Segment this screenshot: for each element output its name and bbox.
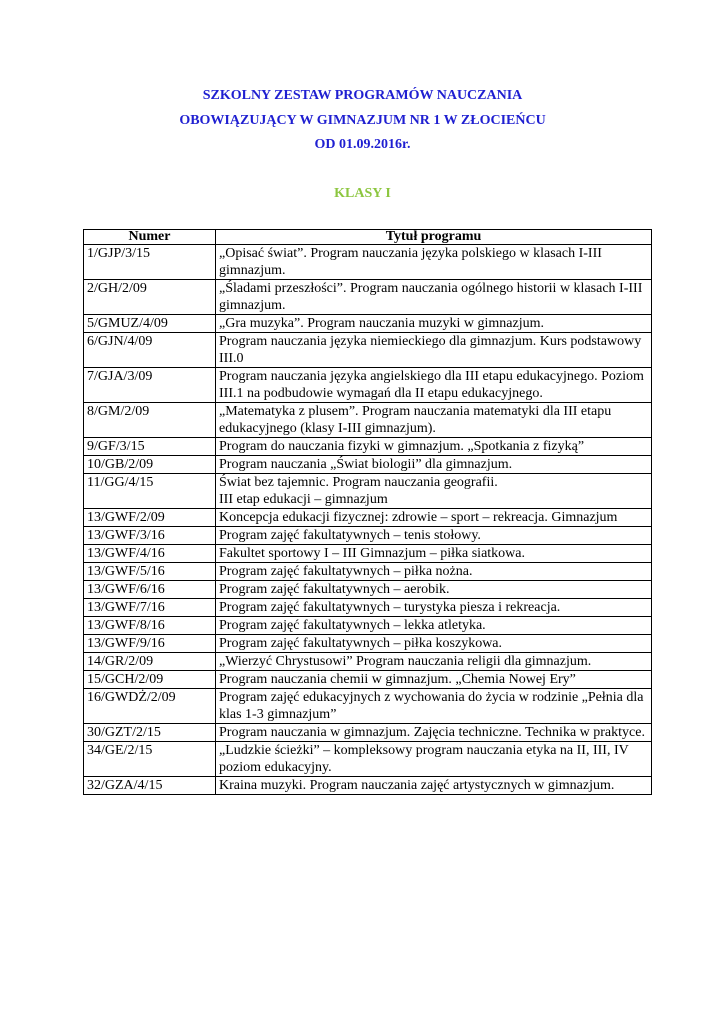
programs-table — [83, 229, 652, 795]
program-number-cell: 11/GG/4/15 — [84, 474, 216, 509]
table-row — [84, 438, 652, 456]
program-number-cell: 13/GWF/3/16 — [84, 527, 216, 545]
program-title-cell: Kraina muzyki. Program nauczania zajęć artystycznych w gimnazjum. — [216, 777, 652, 795]
program-title-cell: Program nauczania chemii w gimnazjum. „Chemia Nowej Ery” — [216, 671, 652, 689]
column-header-tytul: Tytuł programu — [216, 230, 652, 245]
program-title-cell: Program zajęć fakultatywnych – tenis stołowy. — [216, 527, 652, 545]
program-title-cell: Program zajęć fakultatywnych – turystyka piesza i rekreacja. — [216, 599, 652, 617]
program-number-cell: 13/GWF/5/16 — [84, 563, 216, 581]
program-number-cell: 6/GJN/4/09 — [84, 333, 216, 368]
program-title-cell: „Ludzkie ścieżki” – kompleksowy program nauczania etyka na II, III, IV poziom edukacyjny. — [216, 742, 652, 777]
program-number-cell: 9/GF/3/15 — [84, 438, 216, 456]
program-number-cell: 16/GWDŻ/2/09 — [84, 689, 216, 724]
table-row — [84, 581, 652, 599]
column-header-numer: Numer — [84, 230, 216, 245]
program-title-cell: Program zajęć edukacyjnych z wychowania do życia w rodzinie „Pełnia dla klas 1-3 gimnazjum” — [216, 689, 652, 724]
program-title-cell: Program zajęć fakultatywnych – lekka atletyka. — [216, 617, 652, 635]
document-title-line-1: SZKOLNY ZESTAW PROGRAMÓW NAUCZANIA — [202, 88, 523, 103]
table-row — [84, 403, 652, 438]
table-row — [84, 635, 652, 653]
program-title-cell: „Śladami przeszłości”. Program nauczania ogólnego historii w klasach I-III gimnazjum. — [216, 280, 652, 315]
program-number-cell: 13/GWF/8/16 — [84, 617, 216, 635]
table-row — [84, 742, 652, 777]
table-row — [84, 724, 652, 742]
program-number-cell: 13/GWF/2/09 — [84, 509, 216, 527]
program-title-cell: „Matematyka z plusem”. Program nauczania matematyki dla III etapu edukacyjnego (klasy I-III gimnazjum). — [216, 403, 652, 438]
table-row — [84, 474, 652, 509]
table-row — [84, 527, 652, 545]
table-row — [84, 545, 652, 563]
program-number-cell: 13/GWF/9/16 — [84, 635, 216, 653]
program-title-cell: Program zajęć fakultatywnych – piłka koszykowa. — [216, 635, 652, 653]
section-heading-klasy-i: KLASY I — [334, 186, 391, 201]
table-row — [84, 671, 652, 689]
document-title-line-2: OBOWIĄZUJĄCY W GIMNAZJUM NR 1 W ZŁOCIEŃCU — [179, 113, 546, 128]
table-row — [84, 689, 652, 724]
table-row — [84, 509, 652, 527]
table-header-row — [84, 230, 652, 245]
document-title-date: OD 01.09.2016r. — [314, 137, 411, 152]
program-number-cell: 14/GR/2/09 — [84, 653, 216, 671]
program-title-cell: Program zajęć fakultatywnych – piłka nożna. — [216, 563, 652, 581]
program-title-cell: „Opisać świat”. Program nauczania języka polskiego w klasach I-III gimnazjum. — [216, 245, 652, 280]
program-title-cell: Program zajęć fakultatywnych – aerobik. — [216, 581, 652, 599]
table-row — [84, 617, 652, 635]
program-title-cell: Program nauczania języka niemieckiego dla gimnazjum. Kurs podstawowy III.0 — [216, 333, 652, 368]
program-title-cell: „Wierzyć Chrystusowi” Program nauczania religii dla gimnazjum. — [216, 653, 652, 671]
program-number-cell: 13/GWF/4/16 — [84, 545, 216, 563]
program-title-cell: Fakultet sportowy I – III Gimnazjum – piłka siatkowa. — [216, 545, 652, 563]
table-row — [84, 315, 652, 333]
program-number-cell: 7/GJA/3/09 — [84, 368, 216, 403]
program-title-cell: Koncepcja edukacji fizycznej: zdrowie – sport – rekreacja. Gimnazjum — [216, 509, 652, 527]
program-title-cell: „Gra muzyka”. Program nauczania muzyki w gimnazjum. — [216, 315, 652, 333]
programs-table-body — [84, 245, 652, 795]
program-number-cell: 5/GMUZ/4/09 — [84, 315, 216, 333]
program-number-cell: 15/GCH/2/09 — [84, 671, 216, 689]
program-number-cell: 13/GWF/6/16 — [84, 581, 216, 599]
table-row — [84, 653, 652, 671]
table-row — [84, 280, 652, 315]
program-number-cell: 10/GB/2/09 — [84, 456, 216, 474]
table-row — [84, 456, 652, 474]
program-number-cell: 30/GZT/2/15 — [84, 724, 216, 742]
program-number-cell: 1/GJP/3/15 — [84, 245, 216, 280]
program-title-cell: Program nauczania „Świat biologii” dla gimnazjum. — [216, 456, 652, 474]
table-row — [84, 599, 652, 617]
program-number-cell: 32/GZA/4/15 — [84, 777, 216, 795]
program-number-cell: 8/GM/2/09 — [84, 403, 216, 438]
table-row — [84, 777, 652, 795]
table-row — [84, 368, 652, 403]
program-number-cell: 13/GWF/7/16 — [84, 599, 216, 617]
program-title-cell: Program nauczania języka angielskiego dla III etapu edukacyjnego. Poziom III.1 na podbudowie wymagań dla II etapu edukacyjnego. — [216, 368, 652, 403]
program-number-cell: 2/GH/2/09 — [84, 280, 216, 315]
table-row — [84, 245, 652, 280]
program-title-cell: Świat bez tajemnic. Program nauczania geografii. III etap edukacji – gimnazjum — [216, 474, 652, 509]
program-number-cell: 34/GE/2/15 — [84, 742, 216, 777]
program-title-cell: Program nauczania w gimnazjum. Zajęcia techniczne. Technika w praktyce. — [216, 724, 652, 742]
table-row — [84, 333, 652, 368]
program-title-cell: Program do nauczania fizyki w gimnazjum. „Spotkania z fizyką” — [216, 438, 652, 456]
table-row — [84, 563, 652, 581]
